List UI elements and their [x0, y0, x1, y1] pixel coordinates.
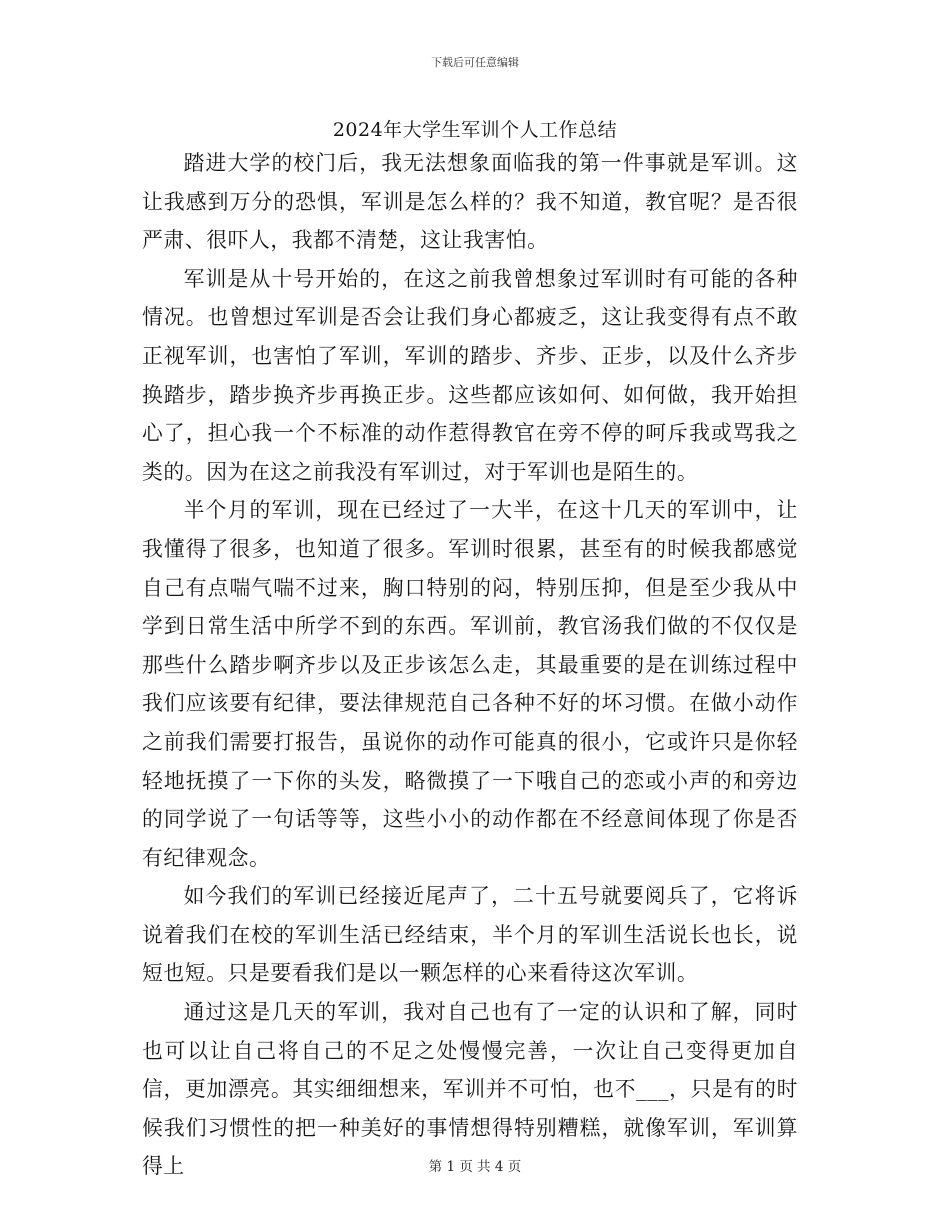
document-body	[142, 144, 798, 1186]
paragraph-3: 半个月的军训，现在已经过了一大半，在这十几天的军训中，让我懂得了很多，也知道了很多。军训时很累，甚至有的时候我都感觉自己有点喘气喘不过来，胸口特别的闷，特别压抑，但是至少我从中学到日常生活中所学不到的东西。军训前，教官汤我们做的不仅仅是那些什么踏步啊齐步以及正步该怎么走，其最重要的是在训练过程中我们应该要有纪律，要法律规范自己各种不好的坏习惯。在做小动作之前我们需要打报告，虽说你的动作可能真的很小，它或许只是你轻轻地抚摸了一下你的头发，略微摸了一下哦自己的恋或小声的和旁边的同学说了一句话等等，这些小小的动作都在不经意间体现了你是否有纪律观念。	[142, 498, 798, 870]
paragraph-1: 踏进大学的校门后，我无法想象面临我的第一件事就是军训。这让我感到万分的恐惧，军训是怎么样的？我不知道，教官呢？是否很严肃、很吓人，我都不清楚，这让我害怕。	[142, 151, 798, 253]
paragraph-2: 军训是从十号开始的，在这之前我曾想象过军训时有可能的各种情况。也曾想过军训是否会让我们身心都疲乏，这让我变得有点不敢正视军训，也害怕了军训，军训的踏步、齐步、正步，以及什么齐步换踏步，踏步换齐步再换正步。这些都应该如何、如何做，我开始担心了，担心我一个不标准的动作惹得教官在旁不停的呵斥我或骂我之类的。因为在这之前我没有军训过，对于军训也是陌生的。	[142, 266, 798, 484]
paragraph-4: 如今我们的军训已经接近尾声了，二十五号就要阅兵了，它将诉说着我们在校的军训生活已经结束，半个月的军训生活说长也长，说短也短。只是要看我们是以一颗怎样的心来看待这次军训。	[142, 884, 798, 986]
page-number-footer: 第 1 页 共 4 页	[428, 1159, 522, 1175]
paragraph-5: 通过这是几天的军训，我对自己也有了一定的认识和了解，同时也可以让自己将自己的不足之处慢慢完善，一次让自己变得更加自信，更加漂亮。其实细细想来，军训并不可怕，也不___，只是有的时候我们习惯性的把一种美好的事情想得特别糟糕，就像军训，军训算得上	[142, 1000, 798, 1179]
page-header-note: 下载后可任意编辑	[431, 56, 519, 69]
document-title: 2024年大学生军训个人工作总结	[332, 119, 618, 141]
